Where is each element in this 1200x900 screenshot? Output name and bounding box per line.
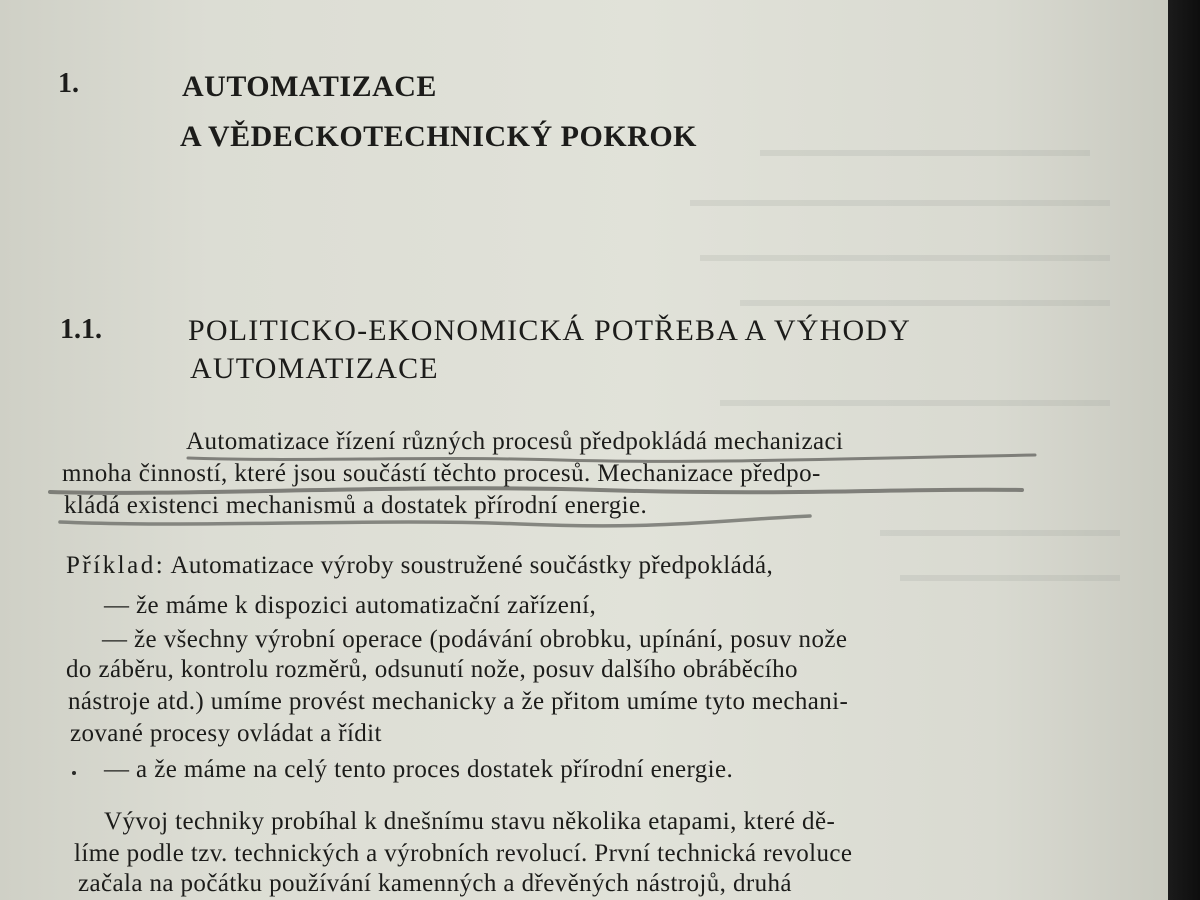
example-intro: Automatizace výroby soustružené součástky předpokládá, (165, 552, 774, 579)
chapter-title-line1: AUTOMATIZACE (182, 70, 437, 103)
example-item: zované procesy ovládat a řídit (70, 720, 382, 747)
section-title-line2: AUTOMATIZACE (190, 352, 439, 385)
chapter-number: 1. (58, 68, 79, 99)
bleed-through-line (740, 300, 1110, 306)
paragraph1-line: kládá existenci mechanismů a dostatek přírodní energie. (64, 492, 648, 519)
section-title-line1: POLITICKO-EKONOMICKÁ POTŘEBA A VÝHODY (188, 314, 912, 347)
chapter-title-line2: A VĚDECKOTECHNICKÝ POKROK (180, 120, 698, 153)
bleed-through-line (690, 200, 1110, 206)
paragraph2-line: začala na počátku používání kamenných a dřevěných nástrojů, druhá (78, 870, 792, 897)
example-intro-line (66, 552, 773, 580)
bleed-through-line (720, 400, 1110, 406)
example-item: do záběru, kontrolu rozměrů, odsunutí nože, posuv dalšího obráběcího (66, 656, 798, 683)
paragraph2-line: Vývoj techniky probíhal k dnešnímu stavu několika etapami, které dě- (104, 808, 836, 835)
paragraph1-line: Automatizace řízení různých procesů předpokládá mechanizaci (186, 428, 844, 455)
section-number: 1.1. (60, 314, 102, 345)
page-edge-shadow (1168, 0, 1200, 900)
example-item: — a že máme na celý tento proces dostatek přírodní energie. (104, 756, 734, 783)
bleed-through-line (880, 530, 1120, 536)
example-item: nástroje atd.) umíme provést mechanicky a že přitom umíme tyto mechani- (68, 688, 849, 715)
example-label: Příklad: (66, 552, 166, 579)
bleed-through-line (760, 150, 1090, 156)
paragraph1-line: mnoha činností, které jsou součástí těchto procesů. Mechanizace předpo- (62, 460, 821, 487)
bleed-through-line (900, 575, 1120, 581)
example-item: — že všechny výrobní operace (podávání obrobku, upínání, posuv nože (102, 626, 848, 653)
bleed-through-line (700, 255, 1110, 261)
paragraph2-line: líme podle tzv. technických a výrobních revolucí. První technická revoluce (74, 840, 853, 867)
example-item: — že máme k dispozici automatizační zařízení, (104, 592, 597, 619)
stray-dot-mark (72, 771, 76, 775)
